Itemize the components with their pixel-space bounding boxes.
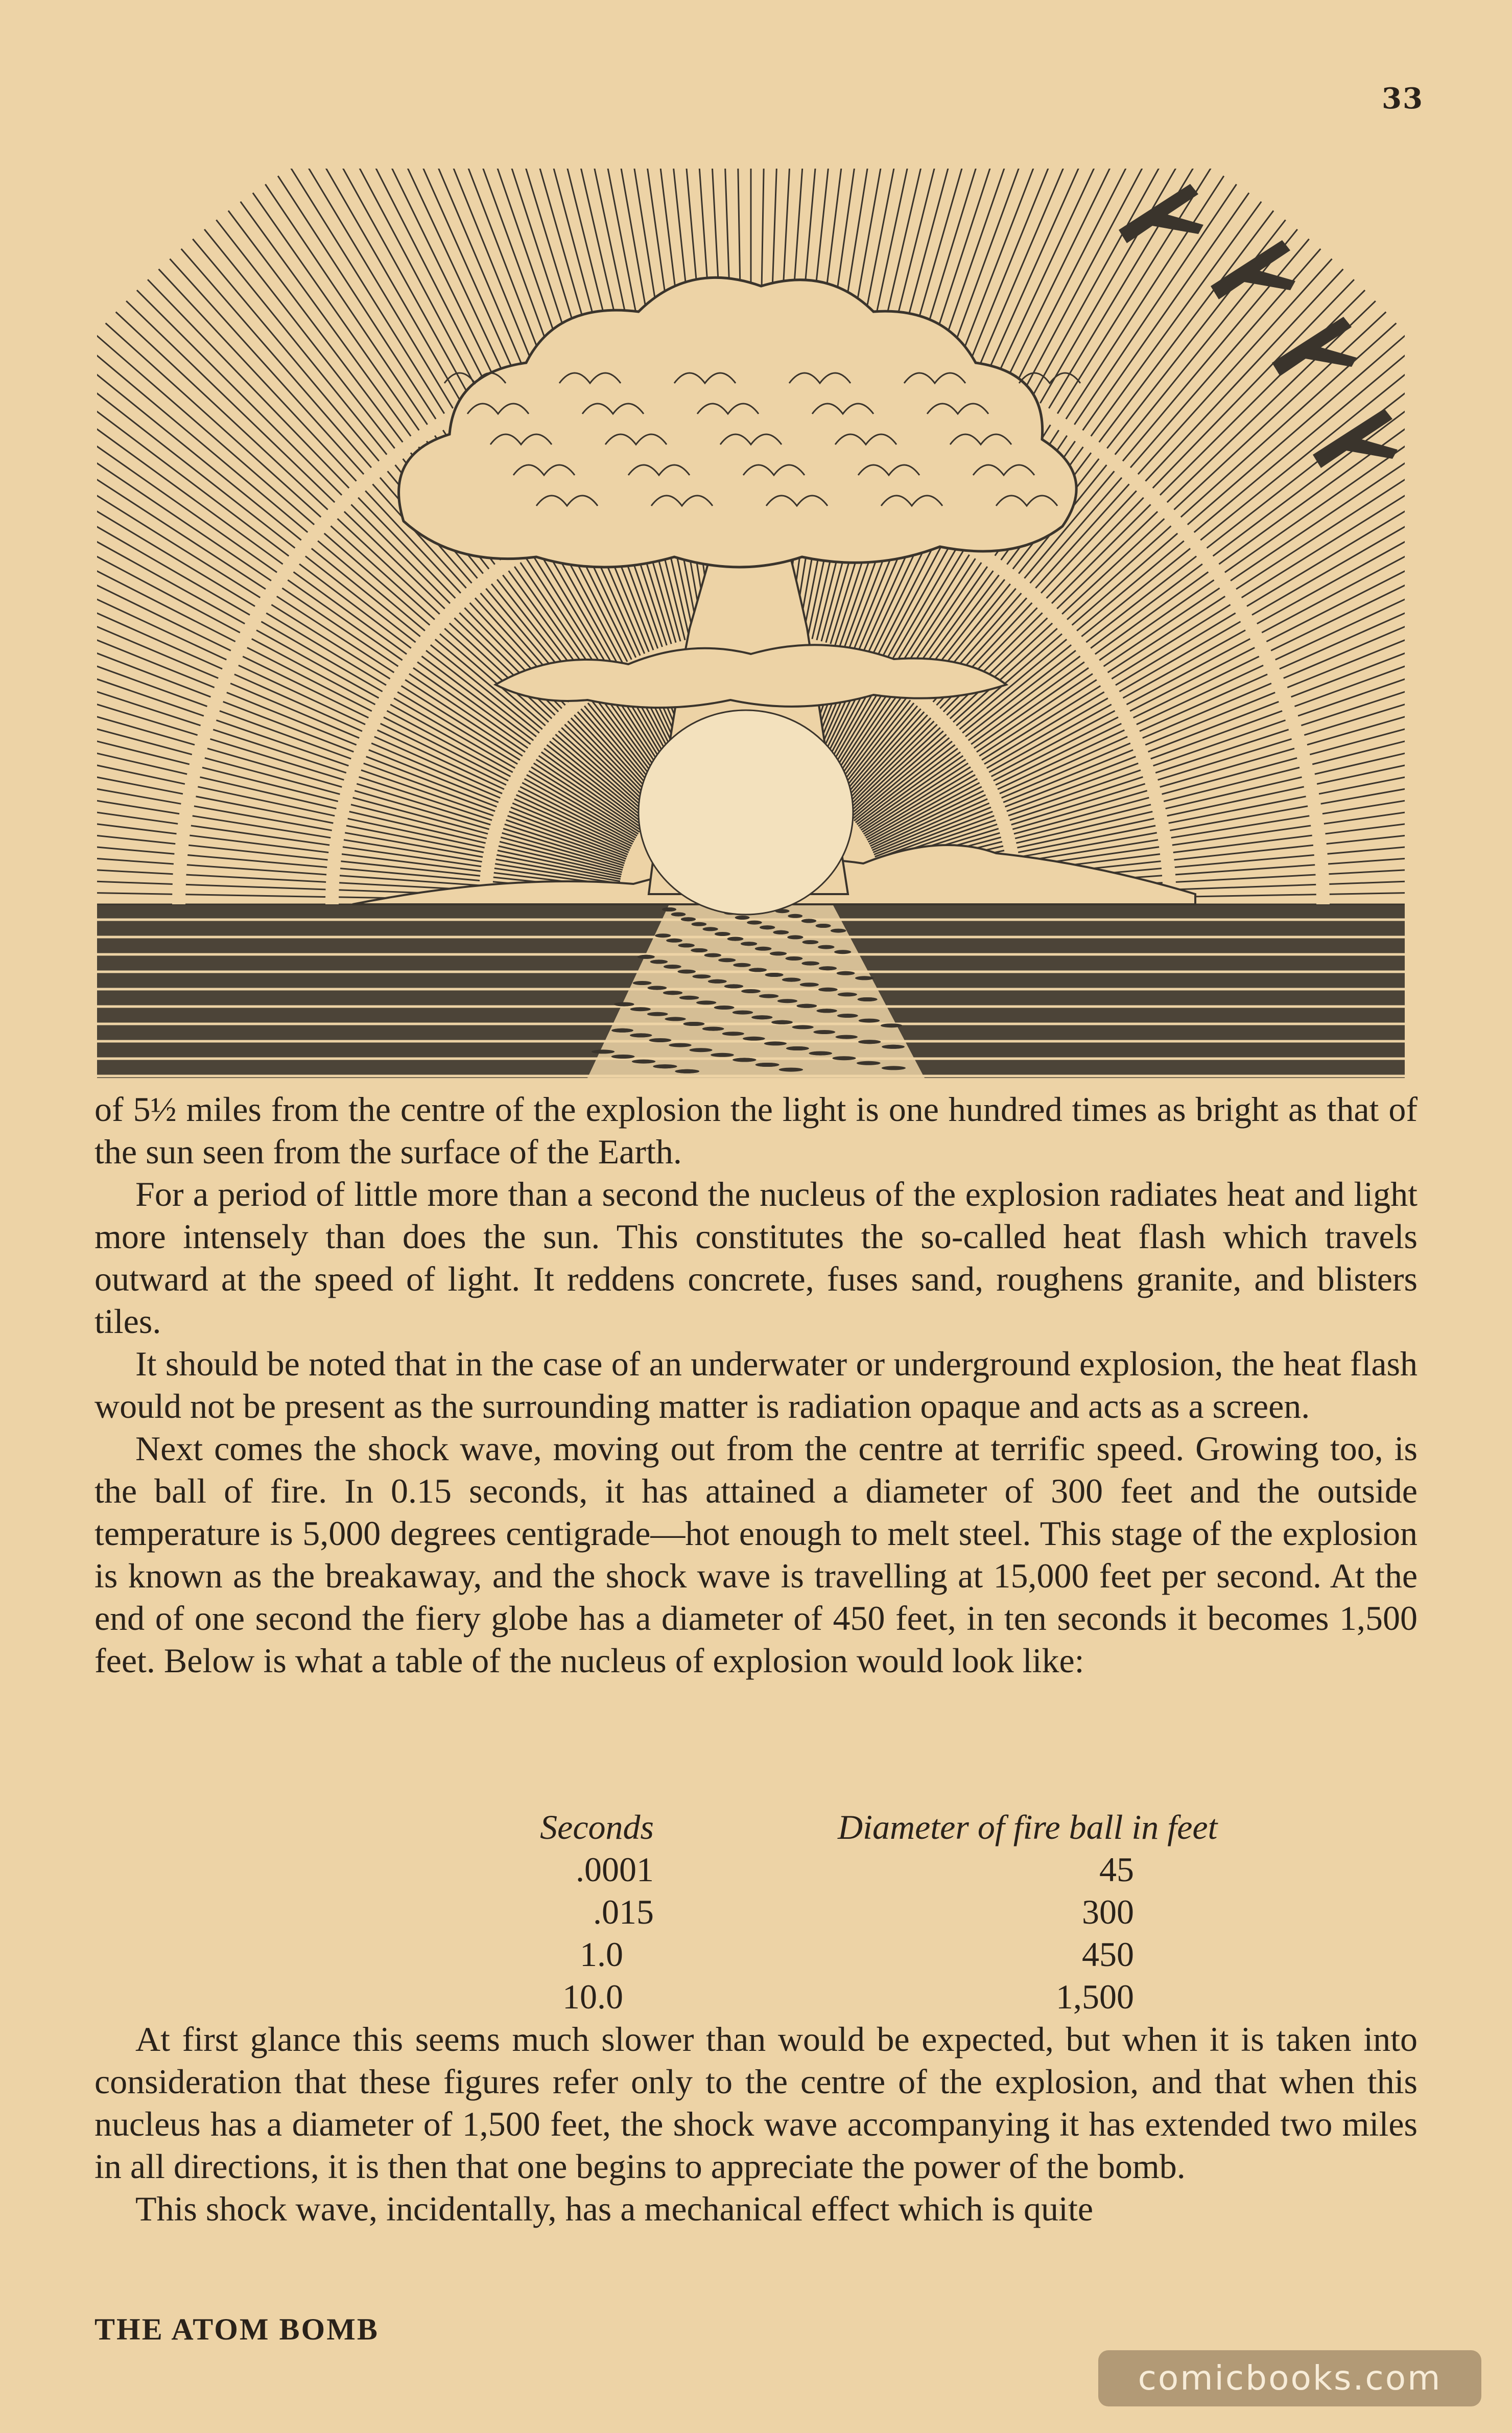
water-sparkle (819, 966, 837, 970)
water-sparkle (632, 1060, 656, 1064)
water-sparkle (735, 916, 750, 920)
water-sparkle (855, 976, 873, 980)
water-sparkle (704, 953, 721, 957)
table-cell-seconds: .015 (593, 1892, 654, 1931)
water-sparkle (881, 1023, 902, 1027)
water-sparkle (649, 1038, 671, 1042)
water-sparkle (764, 1041, 787, 1045)
water-sparkle (727, 937, 744, 941)
water-sparkle (818, 988, 838, 992)
water-sparkle (677, 970, 696, 974)
water-sparkle (678, 943, 694, 947)
water-sparkle (665, 1017, 686, 1021)
water-sparkle (718, 958, 736, 962)
water-sparkle (696, 1000, 716, 1004)
table-cell-diameter: 300 (1082, 1892, 1134, 1931)
water-sparkle (809, 1051, 832, 1056)
water-sparkle (689, 1048, 712, 1052)
water-sparkle (816, 924, 831, 928)
water-sparkle (835, 1035, 858, 1039)
water-sparkle (702, 1027, 724, 1031)
water-sparkle (722, 1032, 744, 1036)
water-sparkle (818, 945, 835, 949)
page-number: 33 (1382, 82, 1424, 115)
table-cell-seconds: 10.0 (562, 1977, 623, 2016)
water-sparkle (801, 962, 819, 966)
column-header-diameter: Diameter of fire ball in feet (838, 1808, 1218, 1846)
table-row (409, 1976, 1287, 2018)
water-sparkle (669, 1043, 692, 1047)
paragraph: It should be noted that in the case of an underwater or underground explosion, the heat flash would not be present as the surrounding matter is radiation opaque and acts as a screen. (94, 1344, 1418, 1425)
water-sparkle (777, 999, 797, 1003)
water-sparkle (882, 1045, 905, 1049)
table-cell-seconds: .0001 (576, 1850, 654, 1889)
running-footer: THE ATOM BOMB (94, 2312, 379, 2346)
water-sparkle (858, 997, 878, 1001)
water-sparkle (662, 907, 676, 911)
water-sparkle (683, 1022, 704, 1026)
water-sparkle (691, 922, 706, 926)
water-sparkle (692, 974, 711, 978)
water-sparkle (749, 968, 767, 972)
continued-text (94, 2018, 1418, 2230)
water-sparkle (760, 925, 775, 929)
water-sparkle (747, 921, 762, 925)
water-sparkle (792, 1025, 813, 1029)
paragraph: For a period of little more than a second the nucleus of the explosion radiates heat and light more intensely than does the sun. This constitutes the so-called heat flash which travels outward at the speed of light. It reddens concrete, fuses sand, roughens granite, and blisters tiles. (94, 1175, 1418, 1341)
water-sparkle (691, 948, 707, 952)
water-sparkle (782, 978, 801, 982)
water-sparkle (675, 1069, 699, 1073)
water-sparkle (666, 939, 682, 943)
table-cell-diameter: 45 (1099, 1850, 1134, 1889)
water-sparkle (630, 1007, 651, 1011)
water-sparkle (816, 1009, 837, 1013)
water-sparkle (663, 991, 682, 995)
water-sparkle (837, 971, 855, 975)
water-sparkle (671, 913, 686, 917)
water-sparkle (655, 933, 671, 938)
water-sparkle (859, 1019, 880, 1023)
water-sparkle (733, 963, 751, 967)
paragraph: of 5½ miles from the centre of the explosion the light is one hundred times as bright as that of the sun seen from the surface of the Earth. (94, 1090, 1418, 1171)
table-cell-seconds: 1.0 (580, 1935, 623, 1974)
water-sparkle (724, 984, 743, 988)
water-sparkle (702, 927, 718, 931)
mushroom-cloud-explosion-icon (97, 169, 1405, 1078)
water-sparkle (838, 992, 857, 996)
paragraph: Next comes the shock wave, moving out from the centre at terrific speed. Growing too, is the ball of fire. In 0.15 seconds, it has attained a diameter of 300 feet and the outside temperature is 5,000 degrees centigrade—hot enough to melt steel. This stage of the explosion is known as the breakaway, and the shock wave is travelling at 15,000 feet per second. At the end of one second the fiery globe has a diameter of 450 feet, in ten seconds it becomes 1,500 feet. Below is what a table of the nucleus of explosion would look like: (94, 1429, 1418, 1680)
paragraph: At first glance this seems much slower than would be expected, but when it is taken into consideration that these figures refer only to the centre of the explosion, and that when this nucleus has a diameter of 1,500 feet, the shock wave accompanying it has extended two miles in all directions, it is then that one begins to appreciate the power of the bomb. (94, 2020, 1418, 2186)
water-sparkle (741, 989, 761, 993)
watermark: comicbooks.com (1098, 2350, 1481, 2406)
column-header-diameter-cell (654, 1806, 1287, 1849)
water-sparkle (796, 1004, 817, 1008)
table-row (409, 1891, 1287, 1933)
water-sparkle (711, 1053, 734, 1057)
water-sparkle (773, 930, 789, 934)
water-sparkle (787, 935, 803, 939)
water-sparkle (653, 1064, 677, 1068)
water-sparkle (743, 1037, 765, 1041)
water-sparkle (765, 973, 784, 977)
water-sparkle (779, 1068, 804, 1072)
water-sparkle (611, 1055, 635, 1059)
table-row (409, 1933, 1287, 1976)
water-sparkle (708, 979, 727, 984)
water-sparkle (801, 919, 816, 923)
water-sparkle (813, 1030, 835, 1034)
water-sparkle (800, 982, 819, 987)
water-sparkle (785, 956, 802, 961)
water-sparkle (837, 1014, 858, 1018)
water-sparkle (834, 950, 851, 954)
water-sparkle (679, 996, 699, 1000)
body-text (94, 1088, 1418, 1682)
table-cell-diameter: 450 (1082, 1935, 1134, 1974)
water-sparkle (614, 1002, 634, 1007)
water-sparkle (647, 1012, 668, 1016)
water-sparkle (733, 1011, 753, 1015)
column-header-seconds: Seconds (540, 1808, 654, 1846)
water-sparkle (611, 1028, 633, 1033)
water-sparkle (648, 986, 667, 990)
water-sparkle (751, 1015, 772, 1019)
water-sparkle (832, 1056, 856, 1060)
water-sparkle (759, 994, 779, 998)
water-sparkle (664, 965, 681, 969)
water-sparkle (592, 1049, 615, 1054)
water-sparkle (637, 955, 655, 959)
fire-ball-table (409, 1806, 1287, 2018)
water-sparkle (755, 947, 772, 951)
water-sparkle (681, 917, 696, 921)
water-sparkle (630, 1033, 652, 1037)
water-sparkle (786, 1046, 809, 1050)
water-sparkle (802, 940, 818, 944)
water-sparkle (857, 1061, 881, 1065)
table-header-row (409, 1806, 1287, 1849)
table-cell-diameter: 1,500 (1056, 1977, 1134, 2016)
water-sparkle (650, 960, 668, 964)
aircraft-icon (1272, 317, 1357, 376)
paragraph: This shock wave, incidentally, has a mechanical effect which is quite (135, 2189, 1094, 2228)
water-sparkle (858, 1040, 881, 1044)
water-sparkle (633, 981, 652, 985)
water-sparkle (755, 1063, 779, 1067)
water-sparkle (714, 1005, 735, 1010)
water-sparkle (831, 929, 846, 933)
water-sparkle (770, 951, 787, 955)
water-sparkle (741, 942, 757, 946)
water-sparkle (882, 1066, 906, 1070)
water-sparkle (771, 1020, 793, 1024)
water-sparkle (715, 932, 730, 936)
water-sparkle (733, 1058, 756, 1062)
table-row (409, 1849, 1287, 1891)
water-sparkle (788, 914, 802, 918)
